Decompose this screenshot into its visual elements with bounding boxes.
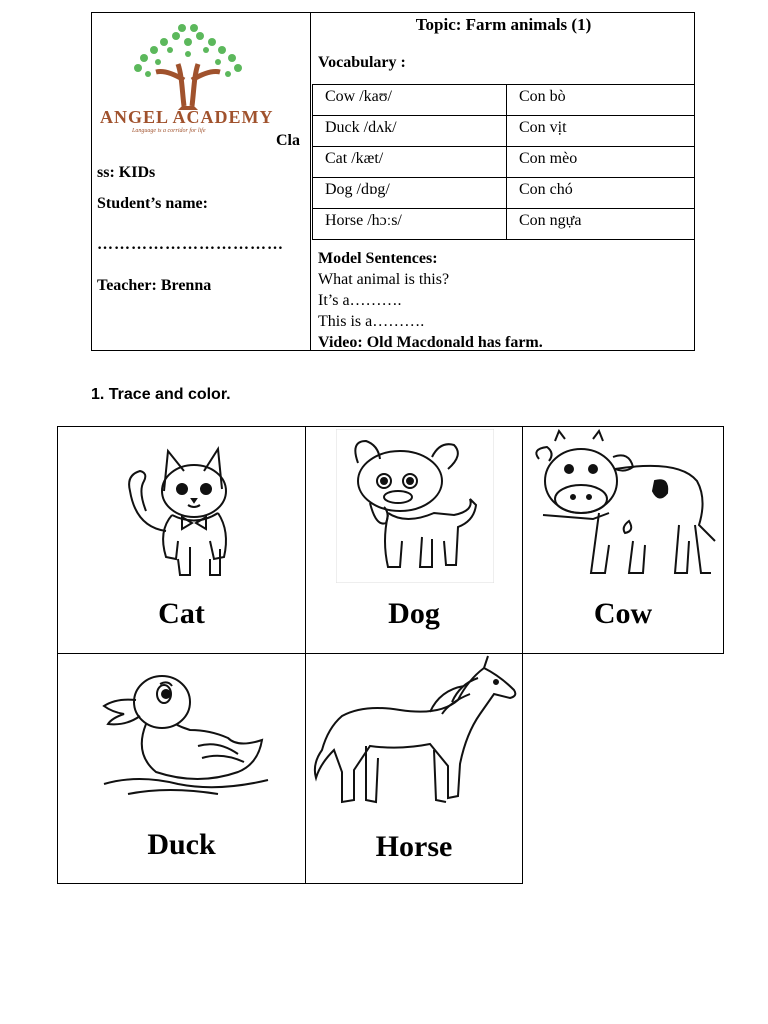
card-duck bbox=[57, 653, 306, 884]
vocabulary-table bbox=[312, 84, 695, 240]
card-horse bbox=[305, 653, 523, 884]
card-cow bbox=[522, 426, 724, 654]
card-cat bbox=[57, 426, 306, 654]
vocab-vietnamese: Con mèo bbox=[507, 147, 695, 178]
vocab-row bbox=[313, 116, 695, 147]
topic-title: Topic: Farm animals (1) bbox=[415, 15, 592, 34]
class-label-part2: ss: KIDs bbox=[97, 164, 156, 181]
model-sentences bbox=[318, 248, 543, 353]
vocab-english: Cat /kæt/ bbox=[313, 147, 507, 178]
model-sentences-label: Model Sentences: bbox=[318, 250, 438, 267]
vocab-vietnamese: Con ngựa bbox=[507, 209, 695, 240]
vocab-vietnamese: Con vịt bbox=[507, 116, 695, 147]
model-sentence: This is a………. bbox=[318, 313, 425, 330]
model-sentence: It’s a………. bbox=[318, 292, 402, 309]
model-sentence: What animal is this? bbox=[318, 271, 450, 288]
vocab-row bbox=[313, 209, 695, 240]
vocab-row bbox=[313, 85, 695, 116]
card-label: Horse bbox=[375, 830, 453, 863]
vocab-english: Duck /dʌk/ bbox=[313, 116, 507, 147]
dog-drawing-icon bbox=[336, 429, 494, 583]
vocab-english: Horse /hɔːs/ bbox=[313, 209, 507, 240]
vocab-english: Dog /dɒg/ bbox=[313, 178, 507, 209]
svg-text:Language is a corridor for lif: Language is a corridor for life bbox=[132, 128, 206, 134]
vocab-english: Cow /kaʊ/ bbox=[313, 85, 507, 116]
vocab-row bbox=[313, 147, 695, 178]
svg-text:ANGEL ACADEMY: ANGEL ACADEMY bbox=[100, 107, 274, 127]
card-label: Cow bbox=[593, 597, 653, 630]
horse-drawing-icon bbox=[310, 654, 524, 814]
cat-drawing-icon bbox=[106, 431, 256, 581]
vocab-vietnamese: Con bò bbox=[507, 85, 695, 116]
teacher-label: Teacher: Brenna bbox=[97, 277, 212, 294]
exercise-title: 1. Trace and color. bbox=[91, 386, 231, 403]
vocab-row bbox=[313, 178, 695, 209]
video-label: Video: Old Macdonald has farm. bbox=[318, 334, 543, 351]
card-label: Duck bbox=[147, 828, 216, 861]
student-name-blank[interactable]: …………………………… bbox=[97, 236, 284, 253]
card-dog bbox=[305, 426, 523, 654]
card-label: Cat bbox=[158, 597, 205, 630]
angel-academy-logo bbox=[98, 20, 278, 138]
card-label: Dog bbox=[388, 597, 440, 630]
cow-drawing-icon bbox=[529, 429, 719, 585]
duck-drawing-icon bbox=[98, 662, 278, 802]
vocab-vietnamese: Con chó bbox=[507, 178, 695, 209]
student-name-label: Student’s name: bbox=[97, 195, 208, 212]
class-label-part1: Cla bbox=[276, 132, 300, 149]
vocabulary-label: Vocabulary : bbox=[318, 54, 406, 71]
